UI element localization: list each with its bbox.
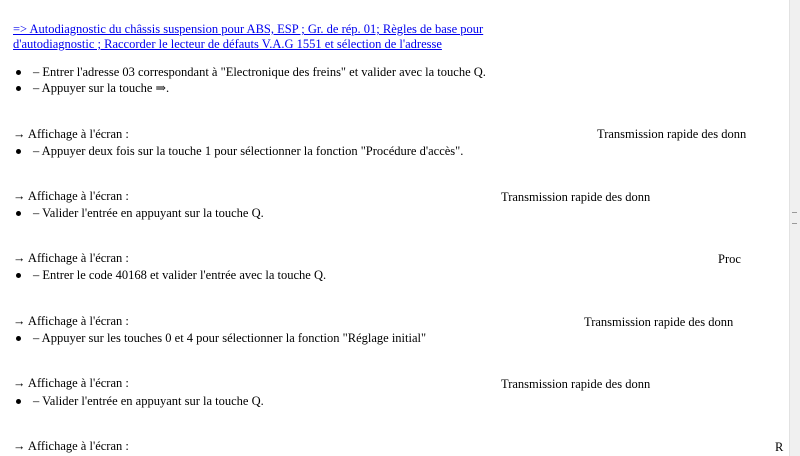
display-label: → Affichage à l'écran : (13, 439, 129, 453)
screen-text: R (775, 440, 784, 454)
vertical-scrollbar[interactable] (789, 0, 800, 456)
instruction-bullet: – Appuyer sur les touches 0 et 4 pour sélectionner la fonction "Réglage initial" (33, 331, 427, 345)
instruction-bullet: – Valider l'entrée en appuyant sur la touche Q. (33, 394, 264, 408)
display-label: → Affichage à l'écran : (13, 251, 129, 265)
display-label: → Affichage à l'écran : (13, 189, 129, 203)
screen-text: Proc (718, 252, 741, 266)
link-line-1: => Autodiagnostic du châssis suspension pour ABS, ESP ; Gr. de rép. 01; Règles de base pour (13, 22, 484, 36)
screen-text: Transmission rapide des donn (501, 190, 651, 204)
display-label: → Affichage à l'écran : (13, 127, 129, 141)
display-label: → Affichage à l'écran : (13, 314, 129, 328)
screen-text: Transmission rapide des donn (501, 377, 651, 391)
instruction-bullet: – Valider l'entrée en appuyant sur la touche Q. (33, 206, 264, 220)
screen-text: Transmission rapide des donn (597, 127, 747, 141)
link-line-2: d'autodiagnostic ; Raccorder le lecteur de défauts V.A.G 1551 et sélection de l'adresse (13, 37, 442, 51)
instruction-bullet: – Entrer le code 40168 et valider l'entrée avec la touche Q. (33, 268, 327, 282)
instruction-bullet: – Appuyer sur la touche ⇒. (33, 81, 170, 95)
display-label: → Affichage à l'écran : (13, 376, 129, 390)
related-procedure-link[interactable] (13, 22, 483, 52)
screen-text: Transmission rapide des donn (584, 315, 734, 329)
instruction-bullet: – Entrer l'adresse 03 correspondant à "Electronique des freins" et valider avec la touche Q. (33, 65, 486, 79)
scrollbar-thumb[interactable] (792, 212, 797, 224)
instruction-bullet: – Appuyer deux fois sur la touche 1 pour sélectionner la fonction "Procédure d'accès". (33, 144, 464, 158)
